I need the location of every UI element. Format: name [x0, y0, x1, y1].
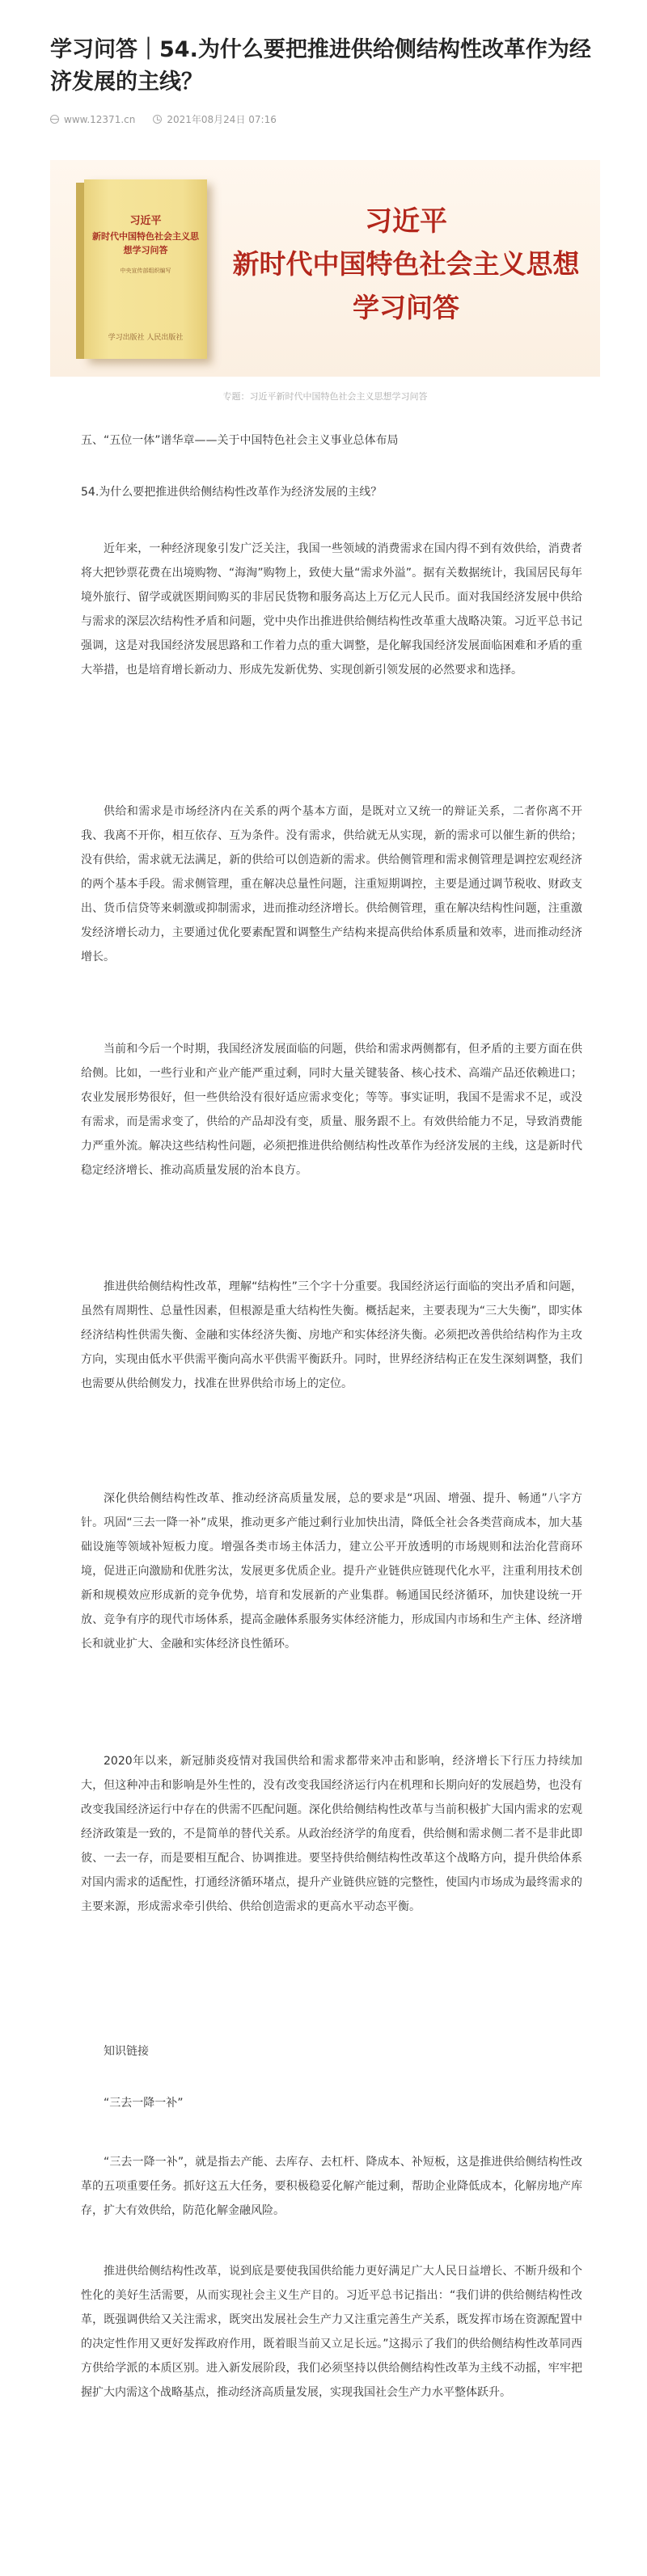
paragraph-4: 推进供给侧结构性改革，理解“结构性”三个字十分重要。我国经济运行面临的突出矛盾和问题，虽然有周期性、总量性因素，但根源是重大结构性失衡。概括起来，主要表现为“三大失衡”，即实体经济结构性供需失衡、金融和实体经济失衡、房地产和实体经济失衡。必须把改善供给结构作为主攻方向，实现由低水平供需平衡向高水平供需平衡跃升。同时，世界经济结构正在发生深刻调整，我们也需要从供给侧发力，找准在世界供给市场上的定位。: [81, 1280, 582, 1390]
banner-headline-line-2: 新时代中国特色社会主义思想: [232, 248, 580, 280]
paragraph-7: “三去一降一补”，就是指去产能、去库存、去杠杆、降成本、补短板，这是推进供给侧结构性改革的五项重要任务。抓好这五大任务，要积极稳妥化解产能过剩，帮助企业降低成本，化解房地产库存，扩大有效供给，防范化解金融风险。: [81, 2156, 582, 2217]
knowledge-link-subtitle: “三去一降一补”: [104, 2097, 184, 2110]
article-meta: [50, 112, 600, 126]
book-subtitle: 中央宣传部组织编写: [120, 268, 171, 274]
paragraph-1: 近年来，一种经济现象引发广泛关注，我国一些领域的消费需求在国内得不到有效供给，消费者将大把钞票花费在出境购物、“海淘”购物上，致使大量“需求外溢”。据有关数据统计，我国居民每年境外旅行、留学或就医期间购买的非居民货物和服务高达上万亿元人民币。面对我国经济发展中供给与需求的深层次结构性矛盾和问题，党中央作出推进供给侧结构性改革重大战略决策。习近平总书记强调，这是对我国经济发展思路和工作着力点的重大调整，是化解我国经济发展面临困难和矛盾的重大举措，也是培育增长新动力、形成先发新优势、实现创新引领发展的必然要求和选择。: [81, 542, 582, 677]
paragraph-6: 2020年以来，新冠肺炎疫情对我国供给和需求都带来冲击和影响，经济增长下行压力持续加大，但这种冲击和影响是外生性的，没有改变我国经济运行内在机理和长期向好的发展趋势，也没有改变我国经济运行中存在的供需不匹配问题。深化供给侧结构性改革与当前积极扩大国内需求的宏观经济政策是一致的，不是简单的替代关系。从政治经济学的角度看，供给侧和需求侧二者不是非此即彼、一去一存，而是要相互配合、协调推进。要坚持供给侧结构性改革这个战略方向，提升供给体系对国内需求的适配性，打通经济循环堵点，提升产业链供应链的完整性，使国内市场成为最终需求的主要来源，形成需求牵引供给、供给创造需求的更高水平动态平衡。: [81, 1755, 582, 1913]
banner-headline: [228, 200, 584, 330]
book-publisher: 学习出版社 人民出版社: [108, 334, 184, 342]
globe-icon: [50, 115, 59, 124]
section-heading: 五、“五位一体”谱华章——关于中国特色社会主义事业总体布局: [81, 434, 399, 447]
article-date: 2021年08月24日 07:16: [167, 114, 277, 125]
clock-icon: [153, 115, 162, 124]
book-title-author: 习近平: [129, 215, 162, 227]
knowledge-link-title: 知识链接: [104, 2045, 149, 2058]
banner-headline-line-3: 学习问答: [353, 292, 459, 323]
question-heading: 54.为什么要把推进供给侧结构性改革作为经济发展的主线？: [81, 486, 383, 499]
paragraph-3: 当前和今后一个时期，我国经济发展面临的问题，供给和需求两侧都有，但矛盾的主要方面在供给侧。比如，一些行业和产业产能严重过剩，同时大量关键装备、核心技术、高端产品还依赖进口；农业发展形势很好，但一些供给没有很好适应需求变化；等等。事实证明，我国不是需求不足，或没有需求，而是需求变了，供给的产品却没有变，质量、服务跟不上。有效供给能力不足，导致消费能力严重外流。解决这些结构性问题，必须把推进供给侧结构性改革作为经济发展的主线，这是新时代稳定经济增长、推动高质量发展的治本良方。: [81, 1043, 582, 1177]
book-cover: [84, 179, 207, 359]
banner-caption[interactable]: 专题：习近平新时代中国特色社会主义思想学习问答: [222, 391, 428, 402]
banner-headline-line-1: 习近平: [365, 205, 447, 238]
article-title: 学习问答｜54.为什么要把推进供给侧结构性改革作为经济发展的主线？: [50, 37, 591, 95]
article-source[interactable]: www.12371.cn: [64, 113, 136, 125]
paragraph-2: 供给和需求是市场经济内在关系的两个基本方面，是既对立又统一的辩证关系，二者你离不开我、我离不开你，相互依存、互为条件。没有需求，供给就无从实现，新的需求可以催生新的供给；没有供给，需求就无法满足，新的供给可以创造新的需求。供给侧管理和需求侧管理是调控宏观经济的两个基本手段。需求侧管理，重在解决总量性问题，注重短期调控，主要是通过调节税收、财政支出、货币信贷等来刺激或抑制需求，进而推动经济增长。供给侧管理，重在解决结构性问题，注重激发经济增长动力，主要通过优化要素配置和调整生产结构来提高供给体系质量和效率，进而推动经济增长。: [81, 805, 582, 963]
book-title-main: 新时代中国特色社会主义思想学习问答: [92, 231, 199, 255]
book-spine: [76, 183, 84, 359]
feature-banner[interactable]: [50, 160, 600, 377]
paragraph-8: 推进供给侧结构性改革，说到底是要使我国供给能力更好满足广大人民日益增长、不断升级和个性化的美好生活需要，从而实现社会主义生产目的。习近平总书记指出：“我们讲的供给侧结构性改革，既强调供给又关注需求，既突出发展社会生产力又注重完善生产关系，既发挥市场在资源配置中的决定性作用又更好发挥政府作用，既着眼当前又立足长远。”这揭示了我们的供给侧结构性改革同西方供给学派的本质区别。进入新发展阶段，我们必须坚持以供给侧结构性改革为主线不动摇，牢牢把握扩大内需这个战略基点，推动经济高质量发展，实现我国社会生产力水平整体跃升。: [81, 2265, 582, 2399]
paragraph-5: 深化供给侧结构性改革、推动经济高质量发展，总的要求是“巩固、增强、提升、畅通”八字方针。巩固“三去一降一补”成果，推动更多产能过剩行业加快出清，降低全社会各类营商成本，加大基础设施等领域补短板力度。增强各类市场主体活力，建立公平开放透明的市场规则和法治化营商环境，促进正向激励和优胜劣汰，发展更多优质企业。提升产业链供应链现代化水平，注重利用技术创新和规模效应形成新的竞争优势，培育和发展新的产业集群。畅通国民经济循环，加快建设统一开放、竞争有序的现代市场体系，提高金融体系服务实体经济能力，形成国内市场和生产主体、经济增长和就业扩大、金融和实体经济良性循环。: [81, 1492, 582, 1651]
